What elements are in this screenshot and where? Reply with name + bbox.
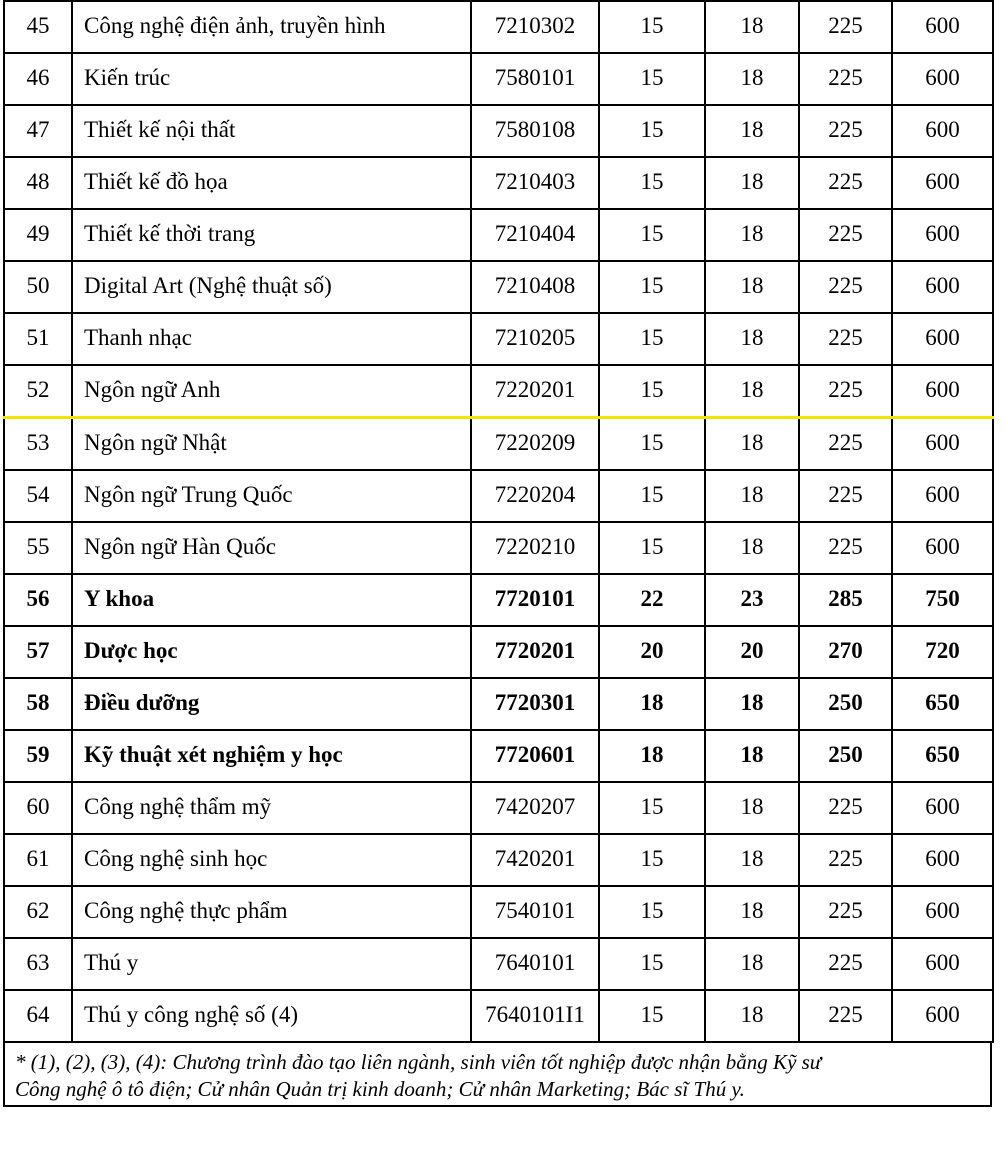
row-number-cell: 46 [4, 53, 72, 105]
value-2-cell: 18 [705, 209, 799, 261]
major-name-cell: Thanh nhạc [72, 313, 471, 365]
major-name-cell: Ngôn ngữ Hàn Quốc [72, 522, 471, 574]
value-4-cell: 600 [892, 261, 993, 313]
major-code-cell: 7210404 [471, 209, 599, 261]
major-code-cell: 7210403 [471, 157, 599, 209]
value-1-cell: 15 [599, 365, 705, 418]
table-row [4, 522, 993, 574]
major-code-cell: 7210408 [471, 261, 599, 313]
major-name-cell: Thú y công nghệ số (4) [72, 990, 471, 1042]
admission-table [3, 0, 994, 1043]
value-4-cell: 600 [892, 470, 993, 522]
value-1-cell: 15 [599, 886, 705, 938]
major-name-cell: Công nghệ thực phẩm [72, 886, 471, 938]
major-name-cell: Kiến trúc [72, 53, 471, 105]
value-1-cell: 15 [599, 53, 705, 105]
major-name-cell: Công nghệ sinh học [72, 834, 471, 886]
value-2-cell: 18 [705, 53, 799, 105]
value-3-cell: 225 [799, 990, 892, 1042]
row-number-cell: 53 [4, 418, 72, 471]
major-name-cell: Thú y [72, 938, 471, 990]
row-number-cell: 51 [4, 313, 72, 365]
value-3-cell: 250 [799, 678, 892, 730]
table-row [4, 470, 993, 522]
table-row [4, 574, 993, 626]
value-3-cell: 285 [799, 574, 892, 626]
major-code-cell: 7220204 [471, 470, 599, 522]
value-4-cell: 600 [892, 938, 993, 990]
row-number-cell: 60 [4, 782, 72, 834]
value-4-cell: 600 [892, 782, 993, 834]
value-3-cell: 270 [799, 626, 892, 678]
major-code-cell: 7220201 [471, 365, 599, 418]
major-code-cell: 7210205 [471, 313, 599, 365]
value-2-cell: 18 [705, 782, 799, 834]
row-number-cell: 59 [4, 730, 72, 782]
major-name-cell: Digital Art (Nghệ thuật số) [72, 261, 471, 313]
row-number-cell: 62 [4, 886, 72, 938]
value-1-cell: 15 [599, 313, 705, 365]
major-code-cell: 7720601 [471, 730, 599, 782]
major-name-cell: Ngôn ngữ Trung Quốc [72, 470, 471, 522]
value-2-cell: 18 [705, 105, 799, 157]
major-code-cell: 7220210 [471, 522, 599, 574]
major-name-cell: Thiết kế thời trang [72, 209, 471, 261]
table-row [4, 105, 993, 157]
value-4-cell: 600 [892, 834, 993, 886]
value-4-cell: 600 [892, 1, 993, 53]
table-row [4, 938, 993, 990]
table-row [4, 990, 993, 1042]
value-3-cell: 225 [799, 105, 892, 157]
footnote [3, 1043, 992, 1107]
value-2-cell: 18 [705, 1, 799, 53]
major-code-cell: 7640101I1 [471, 990, 599, 1042]
table-row [4, 782, 993, 834]
value-2-cell: 18 [705, 522, 799, 574]
row-number-cell: 45 [4, 1, 72, 53]
major-code-cell: 7580101 [471, 53, 599, 105]
table-row [4, 886, 993, 938]
value-4-cell: 600 [892, 157, 993, 209]
value-4-cell: 600 [892, 522, 993, 574]
value-3-cell: 225 [799, 53, 892, 105]
value-2-cell: 18 [705, 365, 799, 418]
table-row [4, 365, 993, 418]
footnote-line-1: * (1), (2), (3), (4): Chương trình đào tạo liên ngành, sinh viên tốt nghiệp được nhận bằng Kỹ sư [15, 1050, 822, 1074]
value-1-cell: 15 [599, 782, 705, 834]
value-3-cell: 225 [799, 470, 892, 522]
major-code-cell: 7640101 [471, 938, 599, 990]
footnote-line-2: Công nghệ ô tô điện; Cử nhân Quản trị kinh doanh; Cử nhân Marketing; Bác sĩ Thú y. [15, 1077, 745, 1101]
value-1-cell: 15 [599, 157, 705, 209]
value-2-cell: 18 [705, 886, 799, 938]
value-1-cell: 15 [599, 418, 705, 471]
value-2-cell: 20 [705, 626, 799, 678]
value-3-cell: 250 [799, 730, 892, 782]
major-code-cell: 7580108 [471, 105, 599, 157]
value-3-cell: 225 [799, 209, 892, 261]
major-name-cell: Công nghệ điện ảnh, truyền hình [72, 1, 471, 53]
table-row [4, 53, 993, 105]
value-2-cell: 18 [705, 938, 799, 990]
value-2-cell: 18 [705, 470, 799, 522]
value-4-cell: 750 [892, 574, 993, 626]
value-4-cell: 600 [892, 365, 993, 418]
value-2-cell: 23 [705, 574, 799, 626]
value-3-cell: 225 [799, 365, 892, 418]
value-1-cell: 15 [599, 1, 705, 53]
value-3-cell: 225 [799, 522, 892, 574]
major-name-cell: Ngôn ngữ Nhật [72, 418, 471, 471]
table-row [4, 1, 993, 53]
row-number-cell: 61 [4, 834, 72, 886]
value-2-cell: 18 [705, 678, 799, 730]
major-name-cell: Thiết kế đồ họa [72, 157, 471, 209]
value-2-cell: 18 [705, 157, 799, 209]
value-3-cell: 225 [799, 938, 892, 990]
major-name-cell: Y khoa [72, 574, 471, 626]
value-4-cell: 600 [892, 209, 993, 261]
row-number-cell: 64 [4, 990, 72, 1042]
value-1-cell: 18 [599, 678, 705, 730]
major-name-cell: Công nghệ thẩm mỹ [72, 782, 471, 834]
table-row [4, 209, 993, 261]
value-3-cell: 225 [799, 313, 892, 365]
major-name-cell: Thiết kế nội thất [72, 105, 471, 157]
table-row [4, 313, 993, 365]
value-2-cell: 18 [705, 261, 799, 313]
value-2-cell: 18 [705, 990, 799, 1042]
value-3-cell: 225 [799, 418, 892, 471]
value-2-cell: 18 [705, 730, 799, 782]
table-row [4, 626, 993, 678]
value-2-cell: 18 [705, 834, 799, 886]
table-row [4, 678, 993, 730]
value-1-cell: 18 [599, 730, 705, 782]
value-3-cell: 225 [799, 157, 892, 209]
row-number-cell: 63 [4, 938, 72, 990]
value-1-cell: 15 [599, 261, 705, 313]
value-4-cell: 600 [892, 313, 993, 365]
major-code-cell: 7420207 [471, 782, 599, 834]
value-4-cell: 600 [892, 418, 993, 471]
value-4-cell: 720 [892, 626, 993, 678]
value-3-cell: 225 [799, 782, 892, 834]
row-number-cell: 49 [4, 209, 72, 261]
table-row [4, 834, 993, 886]
row-number-cell: 57 [4, 626, 72, 678]
row-number-cell: 52 [4, 365, 72, 418]
row-number-cell: 48 [4, 157, 72, 209]
value-2-cell: 18 [705, 418, 799, 471]
value-4-cell: 650 [892, 730, 993, 782]
value-1-cell: 22 [599, 574, 705, 626]
value-4-cell: 600 [892, 886, 993, 938]
value-1-cell: 15 [599, 470, 705, 522]
major-name-cell: Điều dưỡng [72, 678, 471, 730]
table-row [4, 261, 993, 313]
table-row [4, 157, 993, 209]
table-row [4, 418, 993, 471]
major-code-cell: 7220209 [471, 418, 599, 471]
row-number-cell: 55 [4, 522, 72, 574]
value-3-cell: 225 [799, 834, 892, 886]
value-4-cell: 600 [892, 105, 993, 157]
row-number-cell: 58 [4, 678, 72, 730]
row-number-cell: 50 [4, 261, 72, 313]
major-name-cell: Dược học [72, 626, 471, 678]
row-number-cell: 54 [4, 470, 72, 522]
major-name-cell: Ngôn ngữ Anh [72, 365, 471, 418]
value-1-cell: 15 [599, 834, 705, 886]
major-code-cell: 7210302 [471, 1, 599, 53]
value-2-cell: 18 [705, 313, 799, 365]
major-code-cell: 7540101 [471, 886, 599, 938]
value-4-cell: 600 [892, 990, 993, 1042]
admission-table-sheet [3, 0, 992, 1107]
value-1-cell: 15 [599, 938, 705, 990]
major-name-cell: Kỹ thuật xét nghiệm y học [72, 730, 471, 782]
value-3-cell: 225 [799, 1, 892, 53]
value-3-cell: 225 [799, 261, 892, 313]
value-4-cell: 600 [892, 53, 993, 105]
value-1-cell: 15 [599, 522, 705, 574]
table-body [4, 1, 993, 1042]
value-1-cell: 15 [599, 990, 705, 1042]
value-4-cell: 650 [892, 678, 993, 730]
row-number-cell: 56 [4, 574, 72, 626]
value-1-cell: 15 [599, 209, 705, 261]
major-code-cell: 7720301 [471, 678, 599, 730]
value-1-cell: 15 [599, 105, 705, 157]
value-3-cell: 225 [799, 886, 892, 938]
major-code-cell: 7720101 [471, 574, 599, 626]
major-code-cell: 7420201 [471, 834, 599, 886]
table-row [4, 730, 993, 782]
row-number-cell: 47 [4, 105, 72, 157]
major-code-cell: 7720201 [471, 626, 599, 678]
value-1-cell: 20 [599, 626, 705, 678]
